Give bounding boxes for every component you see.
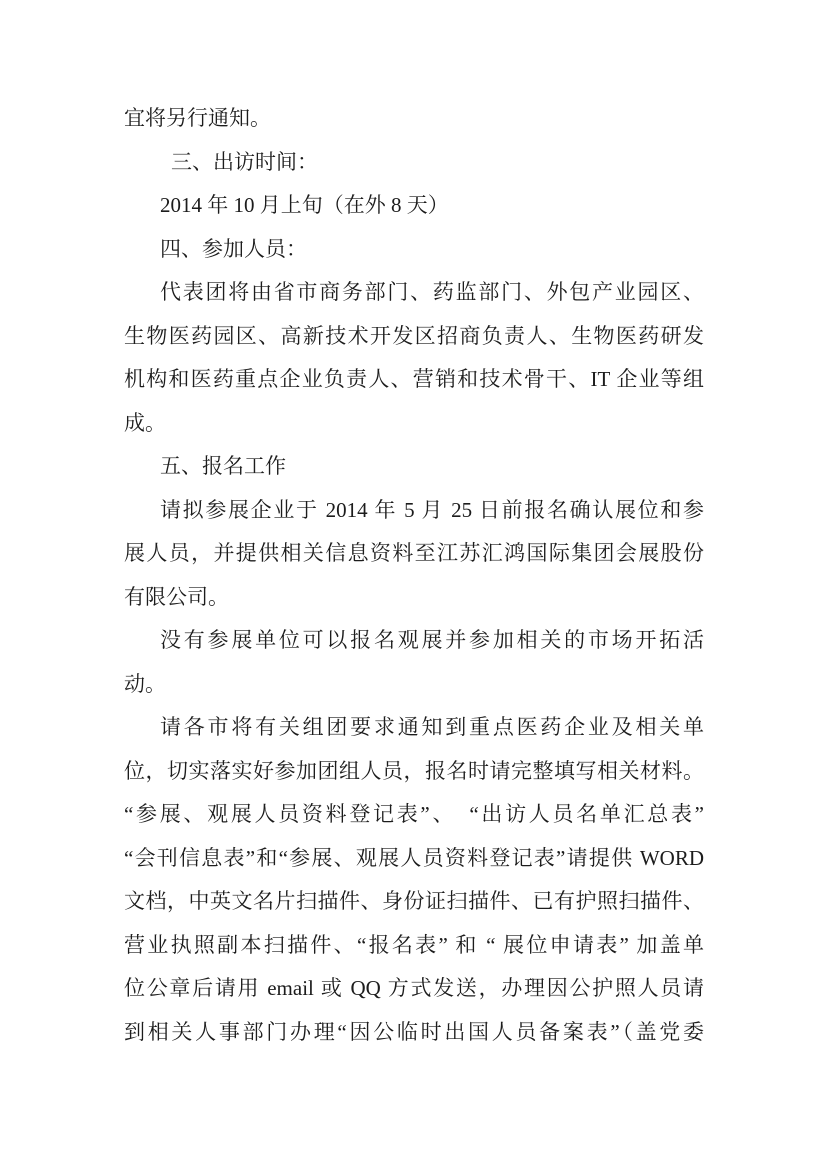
text-line: 2014 年 10 月上旬（在外 8 天）: [160, 193, 449, 217]
text-line: 宜将另行通知。: [124, 106, 271, 130]
text-line: 代表团将由省市商务部门、药监部门、外包产业园区、: [160, 280, 704, 304]
text-line: 动。: [124, 671, 166, 696]
text-line: 位公章后请用 email 或 QQ 方式发送，办理因公护照人员请: [124, 976, 704, 1000]
text-line-section-4-heading: 四、参加人员：: [160, 236, 307, 261]
text-line: 有限公司。: [124, 584, 229, 609]
text-line: 机构和医药重点企业负责人、营销和技术骨干、IT 企业等组: [124, 367, 704, 391]
text-line: 没有参展单位可以报名观展并参加相关的市场开拓活: [160, 628, 704, 652]
text-line: 展人员，并提供相关信息资料至江苏汇鸿国际集团会展股份: [124, 541, 704, 565]
text-line: 营业执照副本扫描件、“报名表” 和 “ 展位申请表” 加盖单: [124, 932, 704, 957]
text-line: 请拟参展企业于 2014 年 5 月 25 日前报名确认展位和参: [160, 497, 704, 522]
text-line: “参展、观展人员资料登记表”、 “出访人员名单汇总表”: [124, 802, 704, 826]
text-line: 成。: [124, 410, 166, 435]
text-line: 生物医药园区、高新技术开发区招商负责人、生物医药研发: [124, 323, 704, 348]
text-line: 请各市将有关组团要求通知到重点医药企业及相关单: [160, 715, 704, 739]
text-line: 位，切实落实好参加团组人员，报名时请完整填写相关材料。: [124, 758, 704, 783]
text-line-section-5-heading: 五、报名工作: [160, 454, 286, 478]
text-line: “会刊信息表”和“参展、观展人员资料登记表”请提供 WORD: [124, 845, 704, 870]
text-line-section-3-heading: 三、出访时间：: [171, 149, 318, 174]
text-line: 到相关人事部门办理“因公临时出国人员备案表”（盖党委: [124, 1019, 704, 1044]
document-text-block: [124, 97, 704, 1054]
text-line: 文档，中英文名片扫描件、身份证扫描件、已有护照扫描件、: [124, 889, 704, 913]
